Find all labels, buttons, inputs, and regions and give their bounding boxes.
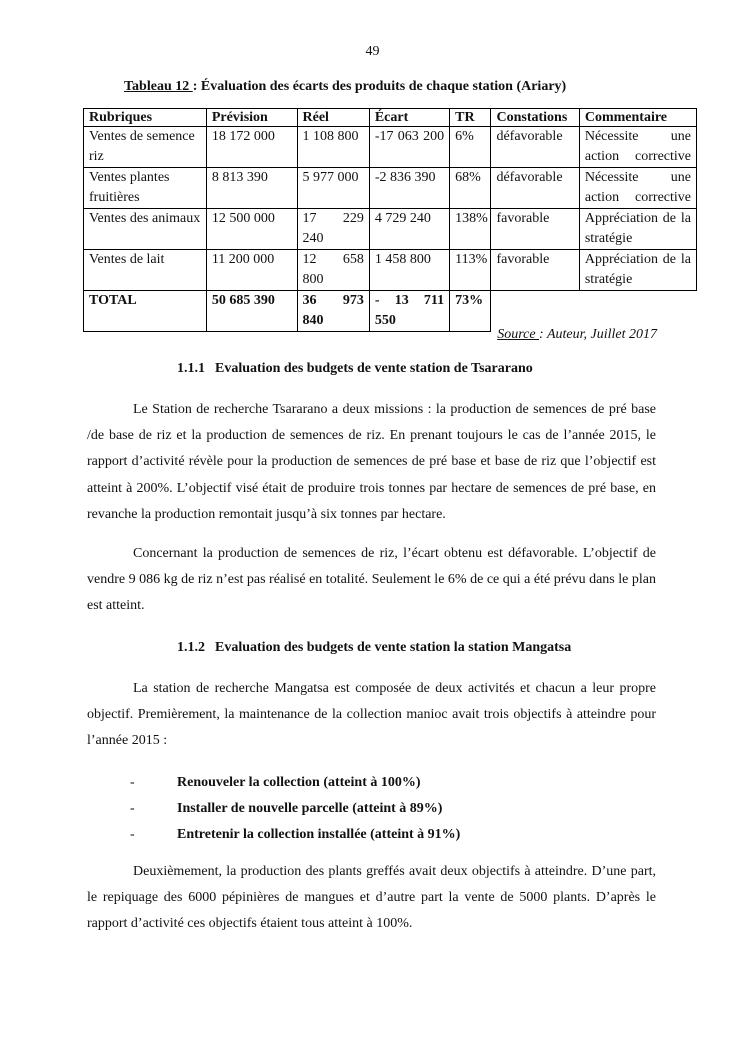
table-row	[84, 168, 697, 209]
section-title: Evaluation des budgets de vente station la station Mangatsa	[215, 640, 572, 655]
total-prevision: 50 685 390	[206, 291, 297, 332]
cell-tr: 113%	[450, 250, 491, 291]
total-label: TOTAL	[84, 291, 207, 332]
section-title: Evaluation des budgets de vente station de Tsararano	[215, 361, 533, 376]
cell-ecart: -2 836 390	[369, 168, 449, 209]
header-prevision: Prévision	[206, 109, 297, 127]
cell-ecart: -17 063 200	[369, 127, 449, 168]
header-commentaire: Commentaire	[579, 109, 696, 127]
total-empty-cell	[579, 291, 696, 332]
header-rubriques: Rubriques	[84, 109, 207, 127]
list-item	[87, 770, 656, 796]
cell-prevision: 8 813 390	[206, 168, 297, 209]
total-empty-cell	[491, 291, 579, 332]
source-text: : Auteur, Juillet 2017	[539, 327, 657, 342]
cell-prevision: 11 200 000	[206, 250, 297, 291]
list-dash: -	[130, 827, 135, 842]
cell-reel: 1 108 800	[297, 127, 369, 168]
paragraph: La station de recherche Mangatsa est composée de deux activités et chacun a leur propre objectif. Premièrement, la maintenance de la collection manioc avait trois objectifs à atteindre pour l’année 2015 :	[87, 681, 656, 749]
cell-constat: favorable	[491, 250, 579, 291]
table-row	[84, 250, 697, 291]
list-item-text: Installer de nouvelle parcelle (atteint à 89%)	[177, 801, 443, 816]
table-row	[84, 209, 697, 250]
cell-reel: 5 977 000	[297, 168, 369, 209]
table-row	[84, 127, 697, 168]
table-source	[497, 327, 657, 343]
cell-ecart: 4 729 240	[369, 209, 449, 250]
evaluation-table	[83, 108, 697, 332]
section-number: 1.1.1	[177, 361, 205, 376]
cell-constat: défavorable	[491, 168, 579, 209]
list-item-text: Entretenir la collection installée (atteint à 91%)	[177, 827, 461, 842]
cell-tr: 138%	[450, 209, 491, 250]
paragraph: Concernant la production de semences de riz, l’écart obtenu est défavorable. L’objectif de vendre 9 086 kg de riz n’est pas réalisé en totalité. Seulement le 6% de ce qui a été prévu dans le plan est atteint.	[87, 546, 656, 614]
cell-constat: favorable	[491, 209, 579, 250]
table-caption-title: : Évaluation des écarts des produits de chaque station (Ariary)	[192, 79, 567, 94]
cell-reel: 12 658 800	[297, 250, 369, 291]
total-ecart: - 13 711 550	[369, 291, 449, 332]
cell-rubrique: Ventes des animaux	[84, 209, 207, 250]
list-item	[87, 796, 656, 822]
section-heading-tsararano	[177, 361, 533, 377]
paragraph: Le Station de recherche Tsararano a deux missions : la production de semences de pré base /de base de riz et la production de semences de riz. En prenant toujours le cas de l’année 2015, le rapport d’activité révèle pour la production de semences de pré base et base de riz que l’objectif est atteint à 200%. L’objectif visé était de produire trois tonnes par hectare de semences de pré base, en revanche la production remontait jusqu’à six tonnes par hectare.	[87, 402, 656, 522]
cell-prevision: 18 172 000	[206, 127, 297, 168]
total-reel: 36 973 840	[297, 291, 369, 332]
header-constations: Constations	[491, 109, 579, 127]
cell-commentaire: Appréciation de la stratégie	[579, 250, 696, 291]
source-label: Source	[497, 327, 540, 342]
objectives-list	[87, 770, 656, 848]
cell-constat: défavorable	[491, 127, 579, 168]
table-caption-label: Tableau 12	[124, 79, 193, 94]
table-total-row	[84, 291, 697, 332]
cell-commentaire: Nécessite une action corrective	[579, 168, 696, 209]
cell-reel: 17 229 240	[297, 209, 369, 250]
cell-rubrique: Ventes plantes fruitières	[84, 168, 207, 209]
cell-rubrique: Ventes de lait	[84, 250, 207, 291]
cell-tr: 68%	[450, 168, 491, 209]
cell-ecart: 1 458 800	[369, 250, 449, 291]
header-ecart: Écart	[369, 109, 449, 127]
paragraph: Deuxièmement, la production des plants greffés avait deux objectifs à atteindre. D’une part, le repiquage des 6000 pépinières de mangues et d’autre part la vente de 5000 plants. D’après le rapport d’activité ces objectifs étaient tous atteint à 100%.	[87, 864, 656, 932]
cell-rubrique: Ventes de semence riz	[84, 127, 207, 168]
list-item-text: Renouveler la collection (atteint à 100%)	[177, 775, 421, 790]
page-number: 49	[365, 44, 380, 59]
list-item	[87, 822, 656, 848]
header-tr: TR	[450, 109, 491, 127]
table-header-row	[84, 109, 697, 127]
cell-commentaire: Appréciation de la stratégie	[579, 209, 696, 250]
list-dash: -	[130, 775, 135, 790]
total-tr: 73%	[450, 291, 491, 332]
section-number: 1.1.2	[177, 640, 205, 655]
section-heading-mangatsa	[177, 640, 571, 656]
cell-prevision: 12 500 000	[206, 209, 297, 250]
cell-tr: 6%	[450, 127, 491, 168]
table-caption	[124, 79, 566, 95]
header-reel: Réel	[297, 109, 369, 127]
cell-commentaire: Nécessite une action corrective	[579, 127, 696, 168]
list-dash: -	[130, 801, 135, 816]
